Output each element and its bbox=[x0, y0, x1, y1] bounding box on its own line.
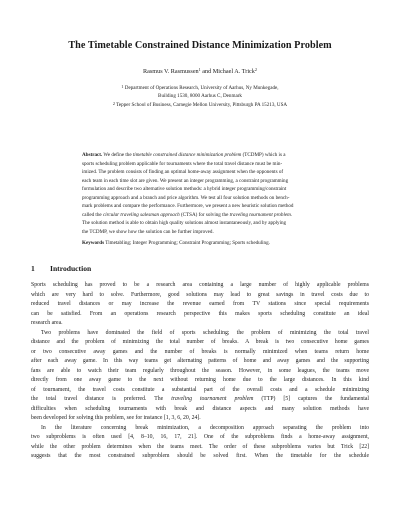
section-number: 1 bbox=[31, 264, 35, 273]
body-line: of tournament, the travel costs constitute a substantial part of the overall costs and a schedule minimizing bbox=[31, 386, 369, 393]
abstract-text: (CTSA) for solving the bbox=[179, 211, 230, 218]
body-line: while the other problem determines when the teams meet. The order of these subproblems varies but Trick [22] bbox=[31, 443, 369, 450]
body-line: reduced travel distances or may increase the revenue earned from TV stations since special requirements bbox=[31, 301, 369, 307]
abstract-line: The solution method is able to obtain high quality solutions almost instantaneously, and by applying bbox=[82, 220, 287, 227]
affiliation-text: Building 1530, 8000 Aarhus C, Denmark bbox=[158, 93, 242, 100]
abstract bbox=[82, 151, 320, 236]
affiliation-marker: 1 bbox=[198, 67, 201, 72]
abstract-line: the TCDMP, we show how the solution can be further improved. bbox=[82, 228, 214, 235]
abstract-line: mark problems and compare the performance. Furthermore, we present a new heuristic solution method bbox=[82, 203, 294, 210]
body-line: directly from one away game to the next without returning home due to the large distances. In this kind bbox=[31, 377, 369, 383]
abstract-line: programming approach and a branch and price algorithm. We test all four solution methods on bench- bbox=[82, 194, 290, 201]
abstract-line: each team in each time slot are given. We present an integer programming, a constraint programming bbox=[82, 177, 289, 184]
author-conjunction: and bbox=[200, 68, 213, 75]
abstract-text: called the bbox=[82, 211, 103, 218]
body-line: or two consecutive away games and the number of breaks is normally minimized when teams return home bbox=[31, 348, 369, 355]
abstract-line: formulation and describe two alternative solution methods: a hybrid integer programming/constraint bbox=[82, 186, 287, 193]
affiliation-marker: 2 bbox=[112, 101, 115, 106]
section-title: Introduction bbox=[50, 264, 92, 273]
abstract-emphasis: traveling tournament problem bbox=[229, 211, 291, 218]
affiliation-text: Department of Operations Research, University of Aarhus, Ny Munkegade, bbox=[123, 85, 279, 91]
body-line: suggests that the most constrained subproblem should be solved first. When the timetable for the schedule bbox=[31, 453, 369, 459]
body-line: Sports scheduling has proved to be a research area containing a large number of highly applicable problems bbox=[31, 282, 369, 288]
body-line: difficulties when scheduling tournaments with break and distance aspects and many solution methods have bbox=[31, 405, 369, 412]
abstract-line bbox=[82, 211, 320, 220]
abstract-line: imized. The problem consists of finding an optimal home-away assignment when the opponents of bbox=[82, 169, 284, 176]
abstract-line: sports scheduling problem applicable for tournaments where the total travel distance must be min- bbox=[82, 160, 283, 167]
body-line: been developed for solving this problem, see for instance [1, 3, 6, 20, 24]. bbox=[31, 415, 201, 421]
body-line: after each away game. In this way teams get alternating patterns of home and away games and the supporting bbox=[31, 358, 369, 364]
body-line: fans are able to watch their team regularly throughout the season. However, in some leagues, the teams move bbox=[31, 367, 369, 374]
body-line bbox=[31, 395, 369, 405]
body-line: In the literature concerning break minimization, a decomposition approach separating the problem into bbox=[41, 424, 369, 431]
body-line: two subproblems is often used [4, 8–10, 16, 17, 21]. One of the subproblems finds a home-away assignment, bbox=[31, 434, 369, 440]
keywords-text: Timetabling; Integer Programming; Constraint Programming; Sports scheduling. bbox=[104, 240, 270, 246]
body-line: which are very hard to solve. Furthermore, good solutions may lead to great savings in travel costs due to bbox=[31, 291, 369, 298]
paper-title: The Timetable Constrained Distance Minimization Problem bbox=[68, 40, 332, 51]
body-line: research area. bbox=[31, 320, 63, 326]
affiliation-1 bbox=[0, 84, 400, 101]
author-name: Rasmus V. Rasmussen bbox=[143, 68, 199, 75]
author-line bbox=[0, 68, 400, 75]
body-text-run: (TTP) [5] captures the fundamental bbox=[253, 396, 369, 402]
author-name: Michael A. Trick bbox=[212, 68, 255, 75]
body-text bbox=[31, 281, 369, 462]
keywords bbox=[82, 240, 322, 246]
body-line: can be satisfied. From an operations research perspective this makes sports scheduling constitute an ideal bbox=[31, 310, 369, 317]
abstract-text: We define the bbox=[103, 152, 133, 158]
body-emphasis: traveling tournament problem bbox=[171, 396, 254, 402]
abstract-text: (TCDMP) which is a bbox=[241, 152, 286, 158]
affiliation-marker: 2 bbox=[254, 67, 257, 72]
abstract-emphasis: timetable constrained distance minimization problem bbox=[132, 152, 242, 158]
section-heading bbox=[31, 264, 91, 273]
abstract-emphasis: circular traveling salesman approach bbox=[102, 211, 180, 218]
abstract-text: . bbox=[290, 211, 293, 218]
body-line: distance and the problem of minimizing the total number of breaks. A break is two consecutive home games bbox=[31, 339, 369, 345]
affiliation-2 bbox=[0, 101, 400, 109]
body-text-run: the total travel distance is preferred. The bbox=[31, 396, 172, 402]
affiliation-text: Tepper School of Business, Carnegie Mellon University, Pittsburgh PA 15213, USA bbox=[114, 102, 288, 108]
affiliation-marker: 1 bbox=[121, 84, 124, 89]
body-line: Two problems have dominated the field of sports scheduling; the problem of minimizing the total travel bbox=[41, 329, 369, 336]
abstract-label: Abstract. bbox=[82, 152, 103, 158]
abstract-line bbox=[82, 151, 320, 160]
keywords-label: Keywords bbox=[82, 240, 105, 246]
